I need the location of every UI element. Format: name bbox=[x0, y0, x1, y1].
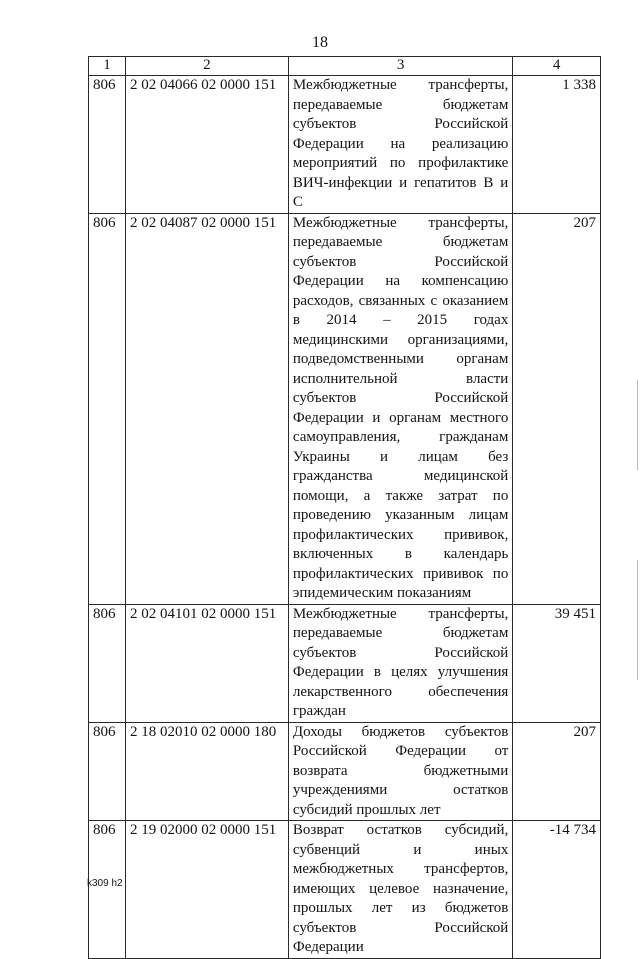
description-cell: Межбюджетные трансферты, передаваемые бюджетам субъектов Российской Федерации в целях улучшения лекарственного обеспечения граждан bbox=[288, 604, 512, 722]
amount-cell: 39 451 bbox=[513, 604, 601, 722]
column-header-code: 2 bbox=[125, 57, 288, 76]
column-header-amount: 4 bbox=[513, 57, 601, 76]
table-row bbox=[89, 213, 601, 604]
budget-code-cell: 2 02 04087 02 0000 151 bbox=[125, 213, 288, 604]
amount-cell: 1 338 bbox=[513, 76, 601, 214]
column-header-admin: 1 bbox=[89, 57, 126, 76]
amount-cell: 207 bbox=[513, 722, 601, 821]
admin-code-cell: 806 bbox=[89, 76, 126, 214]
amount-cell: 207 bbox=[513, 213, 601, 604]
description-cell: Возврат остатков субсидий, субвенций и иных межбюджетных трансфертов, имеющих целевое назначение, прошлых лет из бюджетов субъектов Российской Федерации bbox=[288, 821, 512, 959]
budget-code-cell: 2 19 02000 02 0000 151 bbox=[125, 821, 288, 959]
budget-table bbox=[88, 56, 601, 959]
document-footer-code: k309 h2 bbox=[87, 878, 123, 889]
scan-edge-mark bbox=[637, 380, 638, 470]
table-row bbox=[89, 604, 601, 722]
amount-cell: -14 734 bbox=[513, 821, 601, 959]
admin-code-cell: 806 bbox=[89, 821, 126, 959]
budget-code-cell: 2 18 02010 02 0000 180 bbox=[125, 722, 288, 821]
description-cell: Межбюджетные трансферты, передаваемые бюджетам субъектов Российской Федерации на компенсацию расходов, связанных с оказанием в 2014 – 2015 годах медицинскими организациями, подведомственными органам исполнительной власти субъектов Российской Федерации и органам местного самоуправления, гражданам Украины и лицам без гражданства медицинской помощи, а также затрат по проведению указанным лицам профилактических прививок, включенных в календарь профилактических прививок по эпидемическим показаниям bbox=[288, 213, 512, 604]
admin-code-cell: 806 bbox=[89, 213, 126, 604]
description-cell: Межбюджетные трансферты, передаваемые бюджетам субъектов Российской Федерации на реализацию мероприятий по профилактике ВИЧ-инфекции и гепатитов В и С bbox=[288, 76, 512, 214]
description-cell: Доходы бюджетов субъектов Российской Федерации от возврата бюджетными учреждениями остатков субсидий прошлых лет bbox=[288, 722, 512, 821]
table-row bbox=[89, 722, 601, 821]
scan-edge-mark bbox=[637, 560, 638, 680]
table-row bbox=[89, 821, 601, 959]
table-header-row bbox=[89, 57, 601, 76]
admin-code-cell: 806 bbox=[89, 722, 126, 821]
column-header-description: 3 bbox=[288, 57, 512, 76]
table-row bbox=[89, 76, 601, 214]
budget-code-cell: 2 02 04066 02 0000 151 bbox=[125, 76, 288, 214]
admin-code-cell: 806 bbox=[89, 604, 126, 722]
budget-code-cell: 2 02 04101 02 0000 151 bbox=[125, 604, 288, 722]
page-number: 18 bbox=[312, 34, 328, 51]
